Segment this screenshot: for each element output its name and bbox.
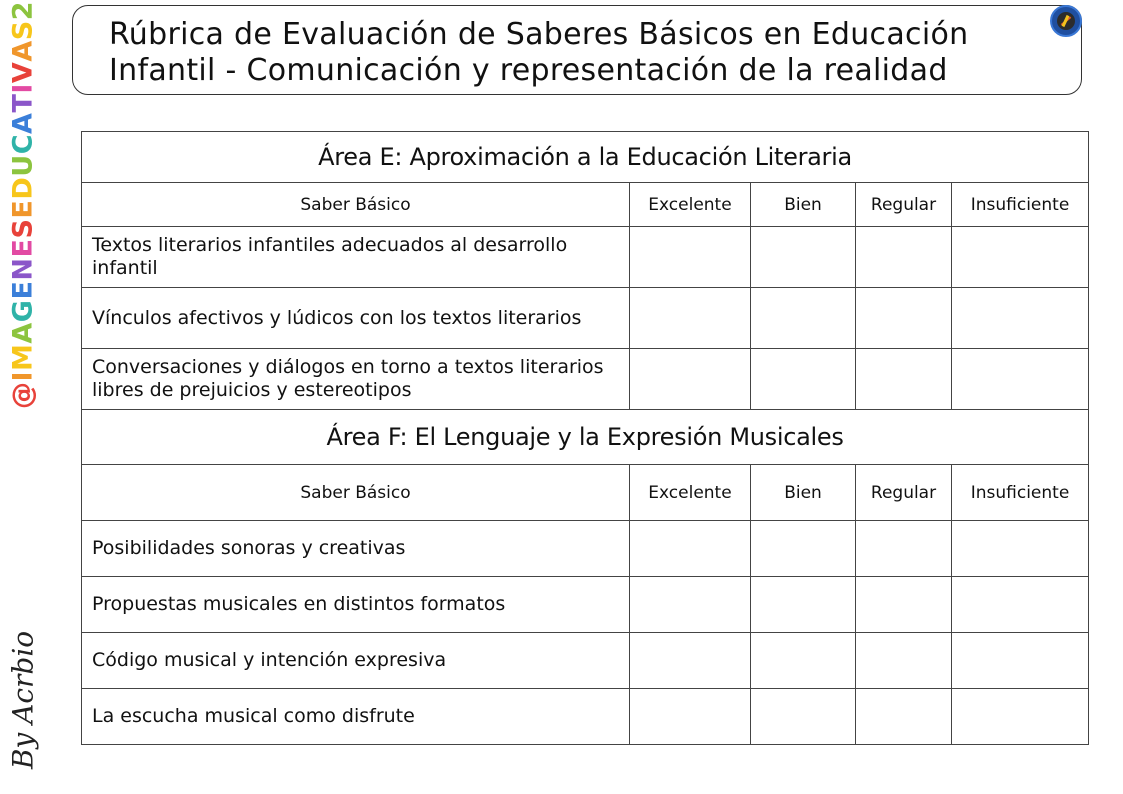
score-cell-insuficiente[interactable] <box>952 349 1089 410</box>
saber-item: Código musical y intención expresiva <box>82 633 630 689</box>
rubric-table <box>81 131 1089 745</box>
watermark-letter: E <box>7 199 39 219</box>
watermark-letter: S <box>7 218 39 239</box>
watermark <box>0 1 46 410</box>
watermark-letter: G <box>7 299 39 323</box>
watermark-letter: 2 <box>7 1 39 21</box>
area-e-columns-row <box>82 183 1089 227</box>
column-header-regular: Regular <box>856 183 952 227</box>
column-header-excelente: Excelente <box>630 183 751 227</box>
saber-item: Textos literarios infantiles adecuados al desarrollo infantil <box>82 227 630 288</box>
column-header-insuficiente: Insuficiente <box>952 465 1089 521</box>
watermark-letter: I <box>7 83 39 94</box>
watermark-letter: D <box>7 176 39 200</box>
score-cell-excelente[interactable] <box>630 521 751 577</box>
watermark-letter <box>8 0 39 1</box>
title-box <box>72 5 1082 95</box>
score-cell-bien[interactable] <box>751 633 856 689</box>
score-cell-insuficiente[interactable] <box>952 689 1089 745</box>
area-f-header-row <box>82 410 1089 465</box>
score-cell-regular[interactable] <box>856 633 952 689</box>
area-e-title: Área E: Aproximación a la Educación Literaria <box>82 132 1089 183</box>
title-line-1: Rúbrica de Evaluación de Saberes Básicos en Educación <box>109 17 969 52</box>
saber-item: La escucha musical como disfrute <box>82 689 630 745</box>
column-header-saber: Saber Básico <box>82 465 630 521</box>
watermark-letter: @ <box>7 381 39 410</box>
watermark-letter: M <box>7 343 39 372</box>
score-cell-insuficiente[interactable] <box>952 521 1089 577</box>
watermark-letter: I <box>7 371 39 382</box>
saber-item: Propuestas musicales en distintos formatos <box>82 577 630 633</box>
score-cell-excelente[interactable] <box>630 288 751 349</box>
table-row <box>82 577 1089 633</box>
area-f-columns-row <box>82 465 1089 521</box>
score-cell-bien[interactable] <box>751 577 856 633</box>
score-cell-insuficiente[interactable] <box>952 288 1089 349</box>
watermark-letter: A <box>7 322 39 344</box>
score-cell-regular[interactable] <box>856 577 952 633</box>
score-cell-excelente[interactable] <box>630 689 751 745</box>
score-cell-regular[interactable] <box>856 521 952 577</box>
saber-item: Posibilidades sonoras y creativas <box>82 521 630 577</box>
title-line-2: Infantil - Comunicación y representación de la realidad <box>109 53 948 88</box>
score-cell-regular[interactable] <box>856 288 952 349</box>
table-row <box>82 633 1089 689</box>
score-cell-insuficiente[interactable] <box>952 577 1089 633</box>
saber-item: Vínculos afectivos y lúdicos con los textos literarios <box>82 288 630 349</box>
score-cell-regular[interactable] <box>856 689 952 745</box>
signature <box>0 610 46 790</box>
saber-item: Conversaciones y diálogos en torno a textos literarios libres de prejuicios y estereotipos <box>82 349 630 410</box>
score-cell-insuficiente[interactable] <box>952 633 1089 689</box>
watermark-letter: A <box>7 112 39 134</box>
watermark-letter: U <box>7 154 39 177</box>
column-header-bien: Bien <box>751 465 856 521</box>
watermark-letter: E <box>7 280 39 300</box>
area-e-header-row <box>82 132 1089 183</box>
column-header-regular: Regular <box>856 465 952 521</box>
column-header-saber: Saber Básico <box>82 183 630 227</box>
score-cell-excelente[interactable] <box>630 633 751 689</box>
watermark-letter: S <box>7 20 39 41</box>
watermark-letter: V <box>7 61 39 84</box>
score-cell-regular[interactable] <box>856 227 952 288</box>
score-cell-bien[interactable] <box>751 349 856 410</box>
column-header-insuficiente: Insuficiente <box>952 183 1089 227</box>
score-cell-regular[interactable] <box>856 349 952 410</box>
table-row <box>82 689 1089 745</box>
watermark-letter: E <box>7 238 39 258</box>
logo-badge-icon <box>1050 5 1082 37</box>
signature-text: By Acrbio <box>6 630 40 770</box>
score-cell-bien[interactable] <box>751 521 856 577</box>
score-cell-excelente[interactable] <box>630 227 751 288</box>
area-f-title: Área F: El Lenguaje y la Expresión Musicales <box>82 410 1089 465</box>
watermark-letter: T <box>7 93 39 113</box>
table-row <box>82 288 1089 349</box>
table-row <box>82 227 1089 288</box>
watermark-text <box>8 0 39 409</box>
score-cell-bien[interactable] <box>751 288 856 349</box>
score-cell-bien[interactable] <box>751 227 856 288</box>
score-cell-excelente[interactable] <box>630 349 751 410</box>
watermark-letter: A <box>7 40 39 62</box>
score-cell-bien[interactable] <box>751 689 856 745</box>
watermark-letter: N <box>7 257 39 281</box>
table-row <box>82 521 1089 577</box>
score-cell-insuficiente[interactable] <box>952 227 1089 288</box>
column-header-excelente: Excelente <box>630 465 751 521</box>
watermark-letter: C <box>7 133 39 155</box>
score-cell-excelente[interactable] <box>630 577 751 633</box>
table-row <box>82 349 1089 410</box>
column-header-bien: Bien <box>751 183 856 227</box>
